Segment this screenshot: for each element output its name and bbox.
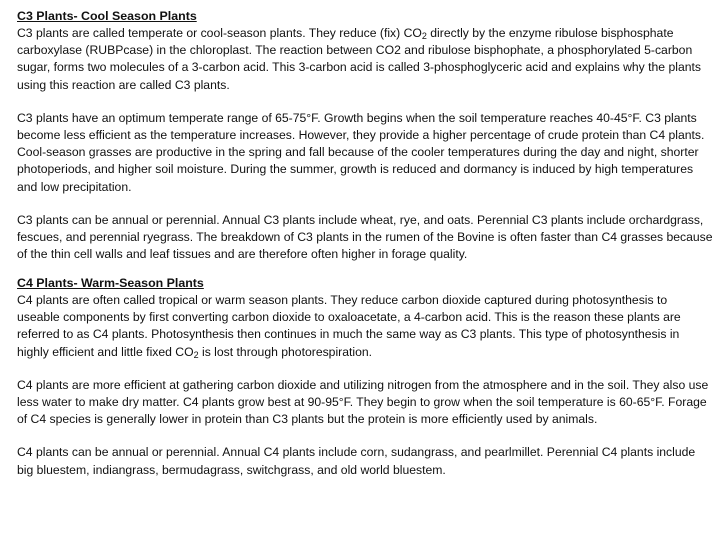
c4-paragraph-1 [17, 292, 713, 361]
c4-paragraph-2 [17, 377, 713, 429]
text: C4 plants are often called tropical or warm season plants. They reduce carbon dioxide captured during photosynthesis to useable components by first converting carbon dioxide to oxaloacetate, a 4-carbon acid. This is the reason these plants are referred to as C4 plants. Photosynthesis then continues in much the same way as C3 plants. This type of photosynthesis in highly efficient and little fixed CO [17, 293, 681, 359]
c3-heading: C3 Plants- Cool Season Plants [17, 9, 197, 23]
text: directly by the enzyme ribulose bisphosphate carboxylase (RUBPcase) in the chloroplast. The reaction between CO2 and ribulose bisphophate, a phosphorylated 5-carbon sugar, forms two molecules of a 3-carbon acid. This 3-carbon acid is called 3-phosphoglyceric acid and explains why the plants using this reaction are called C3 plants. [17, 26, 701, 92]
c3-section [17, 8, 713, 263]
subscript: 2 [421, 31, 427, 41]
c3-paragraph-1 [17, 25, 713, 94]
text: C4 plants are more efficient at gathering carbon dioxide and utilizing nitrogen from the atmosphere and in the soil. They also use less water to make dry matter. C4 plants grow best at 90-95°F. They begin to grow when the soil temperature is 60-65°F. Forage of C4 species is generally lower in protein than C3 plants but the protein is more efficiently used by animals. [17, 377, 709, 427]
c4-paragraph-3 [17, 444, 713, 478]
c3-paragraph-3 [17, 212, 713, 264]
text: is lost through photorespiration. [198, 344, 373, 359]
text: C3 plants have an optimum temperate range of 65-75°F. Growth begins when the soil temperature reaches 40-45°F. C3 plants become less efficient as the temperature increases. However, they provide a higher percentage of crude protein than C4 plants. Cool-season grasses are productive in the spring and fall because of the cooler temperatures during the day and night, shorter photoperiods, and higher soil moisture. During the summer, growth is reduced and dormancy is induced by high temperatures and low precipitation. [17, 110, 705, 194]
text: C4 plants can be annual or perennial. Annual C4 plants include corn, sudangrass, and pearlmillet. Perennial C4 plants include big bluestem, indiangrass, bermudagrass, switchgrass, and old world bluestem. [17, 445, 696, 477]
c4-section [17, 275, 713, 479]
subscript: 2 [193, 349, 199, 360]
c3-paragraph-2 [17, 110, 713, 196]
text: C3 plants are called temperate or cool-season plants. They reduce (fix) CO [17, 26, 422, 40]
c4-heading: C4 Plants- Warm-Season Plants [17, 276, 204, 290]
text: C3 plants can be annual or perennial. Annual C3 plants include wheat, rye, and oats. Perennial C3 plants include orchardgrass, fescues, and perennial ryegrass. The breakdown of C3 plants in the rumen of the Bovine is often faster than C4 grasses because of the thin cell walls and leaf tissues and are therefore often higher in forage quality. [17, 212, 713, 262]
